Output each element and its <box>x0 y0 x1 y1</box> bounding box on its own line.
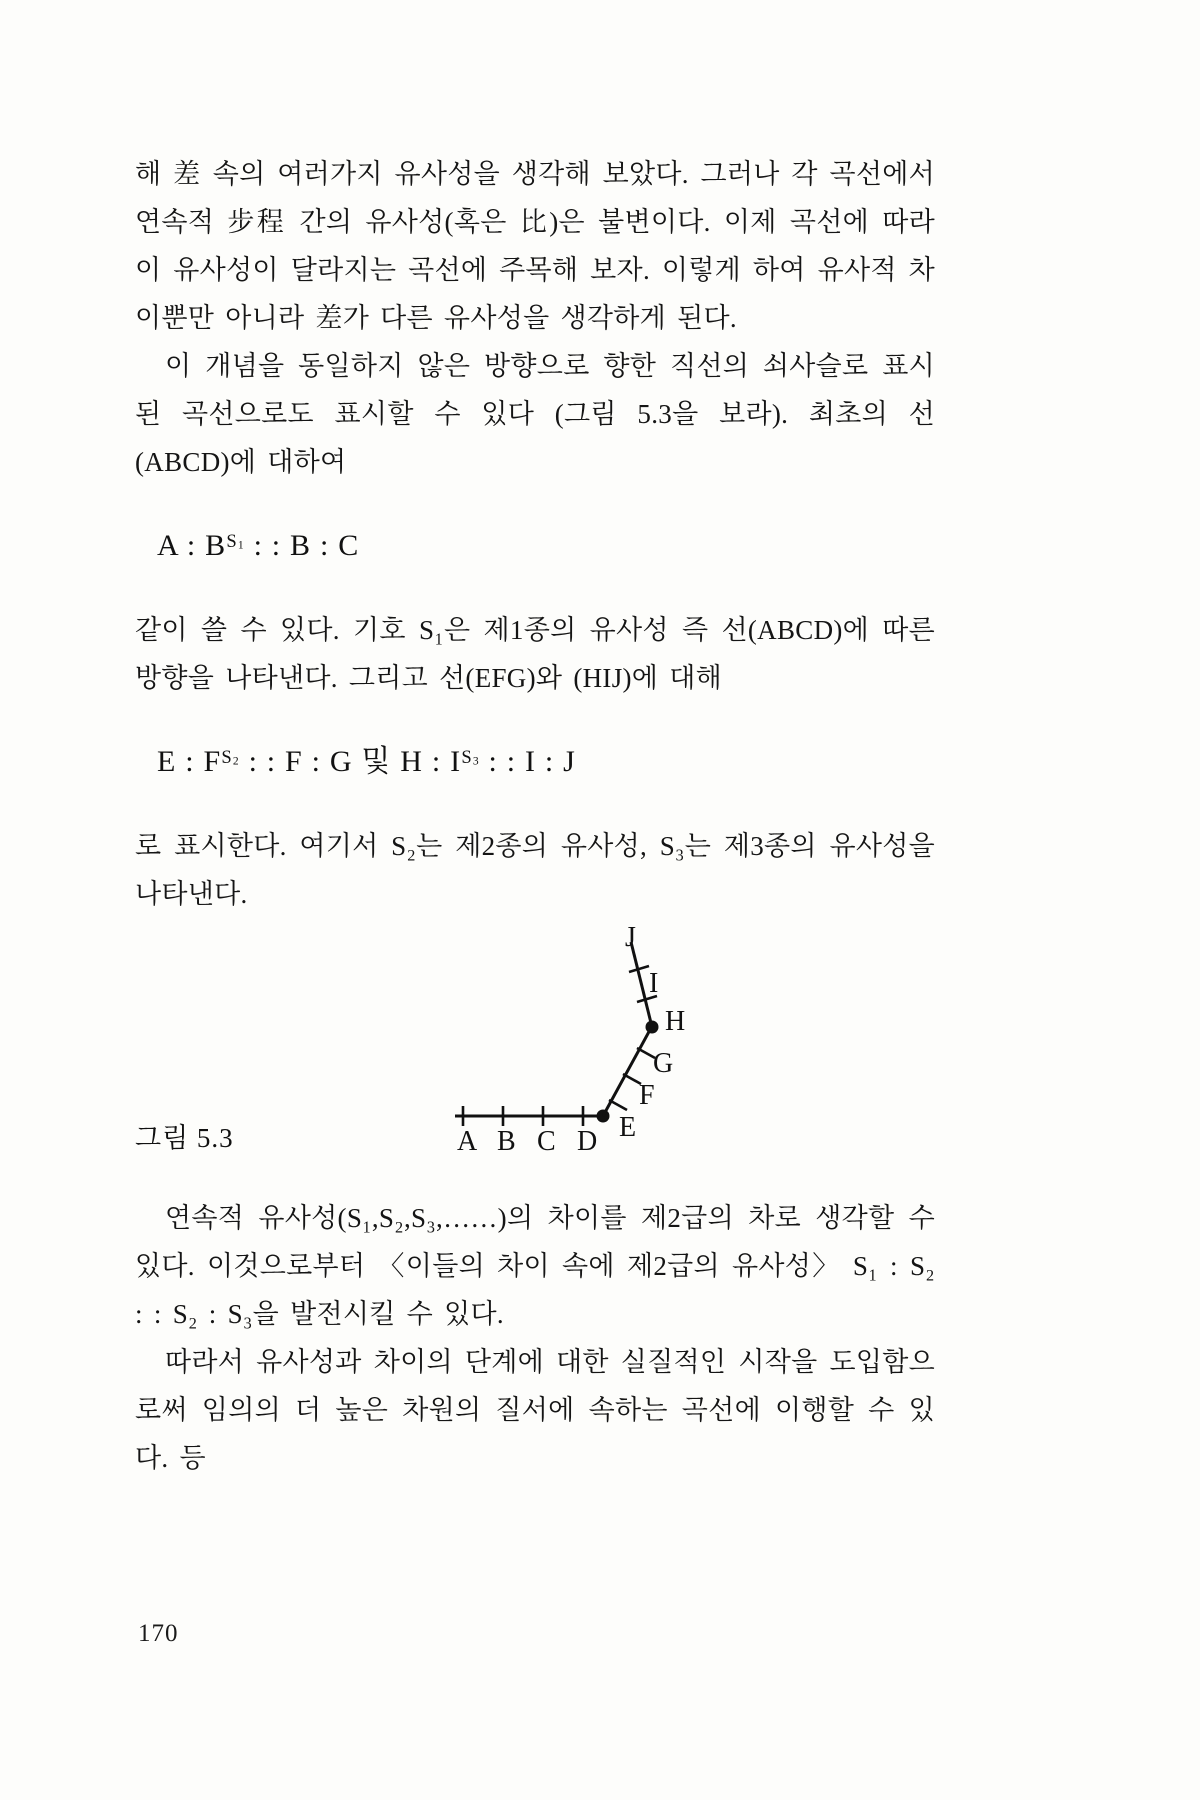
formula-2-rhs: : : I : J <box>479 745 576 778</box>
figure-diagram <box>425 924 885 1179</box>
formula-1-sup-index: 1 <box>237 539 245 552</box>
tick-e2 <box>609 1100 627 1110</box>
paragraph-6: 따라서 유사성과 차이의 단계에 대한 실질적인 시작을 도입함으로써 임의의 더 높은 차원의 질서에 속하는 곡선에 이행할 수 있다. 등 <box>135 1347 935 1473</box>
figure-label-d: D <box>577 1126 598 1157</box>
figure-label-e: E <box>619 1112 637 1143</box>
figure-label-c: C <box>537 1126 556 1157</box>
formula-1-sup-letter: S <box>226 530 238 552</box>
formula-2-superscript-a <box>221 747 240 768</box>
paragraph-4: 로 표시한다. 여기서 S₂는 제2종의 유사성, S₃는 제3종의 유사성을 나타낸다. <box>135 831 935 909</box>
figure-5-3 <box>135 924 935 1194</box>
formula-2-sup-letter-b: S <box>461 746 473 768</box>
page-content <box>135 150 935 1482</box>
formula-1-rhs: : : B : C <box>244 529 360 562</box>
paragraph-3: 같이 쓸 수 있다. 기호 S₁은 제1종의 유사성 즉 선(ABCD)에 따른 방향을 나타낸다. 그리고 선(EFG)와 (HIJ)에 대해 <box>135 615 935 693</box>
formula-1 <box>135 522 935 570</box>
formula-2-sup-index-b: 3 <box>472 755 480 768</box>
figure-diagram-svg <box>425 924 885 1174</box>
formula-2-sup-letter-a: S <box>221 746 233 768</box>
figure-label-j: J <box>625 924 636 953</box>
formula-1-lhs: A : B <box>157 529 227 562</box>
page-number: 170 <box>138 1620 179 1647</box>
formula-2-lhs: E : F <box>157 745 222 778</box>
figure-label-b: B <box>497 1126 516 1157</box>
figure-label-f: F <box>639 1080 655 1111</box>
figure-label-i: I <box>649 968 659 999</box>
figure-label-g: G <box>653 1048 674 1079</box>
formula-2-superscript-b <box>461 747 480 768</box>
paragraph-2: 이 개념을 동일하지 않은 방향으로 향한 직선의 쇠사슬로 표시된 곡선으로도 표시할 수 있다 (그림 5.3을 보라). 최초의 선(ABCD)에 대하여 <box>135 351 935 477</box>
paragraph-5: 연속적 유사성(S₁,S₂,S₃,……)의 차이를 제2급의 차로 생각할 수 있다. 이것으로부터 〈이들의 차이 속에 제2급의 유사성〉 S₁ : S₂ : : S₂ : S₃을 발전시킬 수 있다. <box>135 1203 935 1329</box>
figure-caption: 그림 5.3 <box>135 1123 234 1153</box>
formula-1-superscript <box>226 531 245 552</box>
paragraph-1: 해 差 속의 여러가지 유사성을 생각해 보았다. 그러나 각 곡선에서 연속적 步程 간의 유사성(혹은 比)은 불변이다. 이제 곡선에 따라 이 유사성이 달라지는 곡선에 주목해 보자. 이렇게 하여 유사적 차이뿐만 아니라 差가 다른 유사성을 생각하게 된다. <box>135 159 935 333</box>
figure-label-h: H <box>665 1006 686 1037</box>
formula-2-sup-index-a: 2 <box>232 755 240 768</box>
formula-2 <box>135 738 935 786</box>
figure-label-a: A <box>457 1126 478 1157</box>
formula-2-mid: : : F : G 및 H : I <box>239 745 462 778</box>
